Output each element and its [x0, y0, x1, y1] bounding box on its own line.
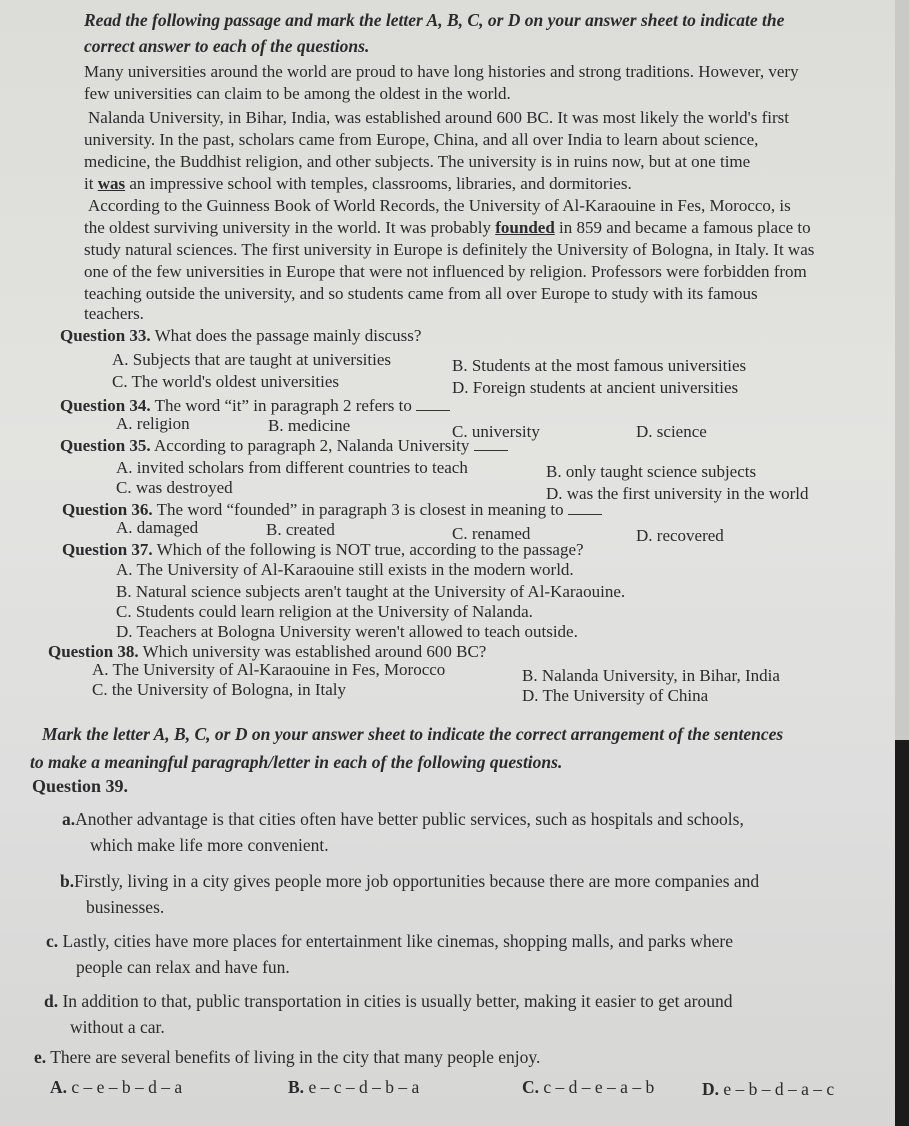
passage-p3-line-3: study natural sciences. The first university in Europe is definitely the University of Bologna, in Italy. It was [84, 240, 815, 259]
passage-p3-line-2-start: the oldest surviving university in the world. It was probably [84, 218, 491, 237]
sentence-text: Firstly, living in a city gives people more job opportunities because there are more companies and [74, 871, 760, 891]
option-text: e – b – d – a – c [723, 1079, 835, 1099]
question-39-label: Question 39. [32, 776, 129, 796]
passage-p3-line-2 [84, 218, 811, 238]
passage-p2-line-4-end: an impressive school with temples, classrooms, libraries, and dormitories. [129, 174, 632, 193]
passage-p2-line-2: university. In the past, scholars came from Europe, China, and all over India to learn about science, [84, 130, 759, 149]
passage-p3-line-5: teaching outside the university, and so students came from all over Europe to study with its famous [84, 284, 758, 303]
option-text: c – d – e – a – b [543, 1077, 655, 1097]
referent-word-it: was [97, 174, 126, 193]
passage-p1-line-2: few universities can claim to be among the oldest in the world. [84, 84, 511, 103]
q39-option-c[interactable] [522, 1072, 654, 1102]
passage-p3-line-6: teachers. [84, 304, 144, 323]
option-letter: D. [702, 1079, 720, 1099]
sentence-letter: e. [34, 1047, 47, 1067]
sentence-letter: a. [62, 809, 76, 829]
question-37 [62, 540, 584, 560]
q38-option-d[interactable]: D. The University of China [522, 686, 709, 705]
q37-option-c[interactable]: C. Students could learn religion at the University of Nalanda. [116, 602, 533, 621]
passage-p2-line-1: Nalanda University, in Bihar, India, was established around 600 BC. It was most likely the world's first [88, 108, 789, 127]
sentence-text: In addition to that, public transportation in cities is usually better, making it easier to get around [62, 991, 733, 1011]
option-letter: C. [522, 1077, 540, 1097]
question-35 [60, 436, 508, 456]
instructions2-line-2: to make a meaningful paragraph/letter in each of the following questions. [30, 752, 563, 772]
q39-sentence-b [60, 866, 759, 896]
q35-option-b[interactable]: B. only taught science subjects [546, 462, 757, 481]
background-edge [895, 0, 909, 740]
sentence-text: Lastly, cities have more places for entertainment like cinemas, shopping malls, and parks where [62, 931, 733, 951]
q37-option-d[interactable]: D. Teachers at Bologna University weren't allowed to teach outside. [116, 622, 578, 641]
q33-option-a[interactable]: A. Subjects that are taught at universities [112, 350, 392, 369]
q34-option-d[interactable]: D. science [636, 422, 707, 441]
target-word-founded: founded [495, 218, 555, 237]
sentence-letter: c. [46, 931, 59, 951]
q39-sentence-b-cont: businesses. [86, 897, 165, 917]
instructions-line-2: correct answer to each of the questions. [84, 36, 370, 56]
q39-sentence-e [34, 1042, 540, 1072]
question-35-stem: According to paragraph 2, Nalanda University [154, 436, 470, 455]
q37-option-a[interactable]: A. The University of Al-Karaouine still exists in the modern world. [116, 560, 574, 579]
q36-option-a[interactable]: A. damaged [116, 518, 199, 537]
question-38-label: Question 38. [48, 642, 139, 661]
question-33-stem: What does the passage mainly discuss? [154, 326, 422, 345]
instructions2-line-1: Mark the letter A, B, C, or D on your answer sheet to indicate the correct arrangement of the sentences [42, 724, 784, 744]
question-37-label: Question 37. [62, 540, 153, 559]
passage-p3-line-2-end: in 859 and became a famous place to [559, 218, 811, 237]
q39-option-b[interactable] [288, 1072, 419, 1102]
q35-option-c[interactable]: C. was destroyed [116, 478, 233, 497]
option-letter: A. [50, 1077, 68, 1097]
q38-option-a[interactable]: A. The University of Al-Karaouine in Fes, Morocco [92, 660, 446, 679]
passage-p2-line-4-start: it [84, 174, 94, 193]
sentence-letter: d. [44, 991, 59, 1011]
q34-option-b[interactable]: B. medicine [268, 416, 351, 435]
q35-option-a[interactable]: A. invited scholars from different countries to teach [116, 458, 468, 477]
question-33 [60, 326, 421, 346]
q35-option-d[interactable]: D. was the first university in the world [546, 484, 809, 503]
sentence-letter: b. [60, 871, 75, 891]
q37-option-b[interactable]: B. Natural science subjects aren't taught at the University of Al-Karaouine. [116, 582, 626, 601]
question-38 [48, 642, 486, 662]
question-35-label: Question 35. [60, 436, 151, 455]
option-letter: B. [288, 1077, 305, 1097]
option-text: c – e – b – d – a [71, 1077, 183, 1097]
question-34 [60, 396, 450, 416]
q39-option-d[interactable] [702, 1074, 834, 1104]
question-37-stem: Which of the following is NOT true, according to the passage? [156, 540, 584, 559]
q33-option-b[interactable]: B. Students at the most famous universities [452, 356, 747, 375]
question-34-stem: The word “it” in paragraph 2 refers to [154, 396, 412, 415]
answer-blank [474, 438, 508, 451]
q39-sentence-c-cont: people can relax and have fun. [76, 957, 290, 977]
q34-option-c[interactable]: C. university [452, 422, 540, 441]
passage-p2-line-3: medicine, the Buddhist religion, and other subjects. The university is in ruins now, but at one time [84, 152, 751, 171]
option-text: e – c – d – b – a [308, 1077, 420, 1097]
passage-p3-line-4: one of the few universities in Europe that were not influenced by religion. Professors were forbidden from [84, 262, 807, 281]
q39-sentence-a-cont: which make life more convenient. [90, 835, 329, 855]
passage-p2-line-4 [84, 174, 632, 194]
answer-blank [568, 502, 602, 515]
question-38-stem: Which university was established around 600 BC? [142, 642, 487, 661]
q33-option-d[interactable]: D. Foreign students at ancient universities [452, 378, 739, 397]
q39-option-a[interactable] [50, 1072, 182, 1102]
sentence-text: Another advantage is that cities often have better public services, such as hospitals and schools, [75, 809, 744, 829]
question-34-label: Question 34. [60, 396, 151, 415]
answer-blank [416, 398, 450, 411]
question-36-label: Question 36. [62, 500, 153, 519]
question-33-label: Question 33. [60, 326, 151, 345]
background-edge-dark [895, 740, 909, 1126]
passage-p3-line-1: According to the Guinness Book of World Records, the University of Al-Karaouine in Fes, Morocco, is [88, 196, 791, 215]
question-36 [62, 500, 602, 520]
question-36-stem: The word “founded” in paragraph 3 is closest in meaning to [156, 500, 564, 519]
q36-option-c[interactable]: C. renamed [452, 524, 531, 543]
q34-option-a[interactable]: A. religion [116, 414, 190, 433]
sentence-text: There are several benefits of living in the city that many people enjoy. [50, 1047, 541, 1067]
q36-option-b[interactable]: B. created [266, 520, 335, 539]
q38-option-c[interactable]: C. the University of Bologna, in Italy [92, 680, 347, 699]
q39-sentence-d-cont: without a car. [70, 1017, 165, 1037]
passage-p1-line-1: Many universities around the world are proud to have long histories and strong traditions. However, very [84, 62, 799, 81]
q36-option-d[interactable]: D. recovered [636, 526, 724, 545]
instructions-line-1: Read the following passage and mark the letter A, B, C, or D on your answer sheet to indicate the [84, 10, 785, 30]
q38-option-b[interactable]: B. Nalanda University, in Bihar, India [522, 666, 780, 685]
q33-option-c[interactable]: C. The world's oldest universities [112, 372, 340, 391]
